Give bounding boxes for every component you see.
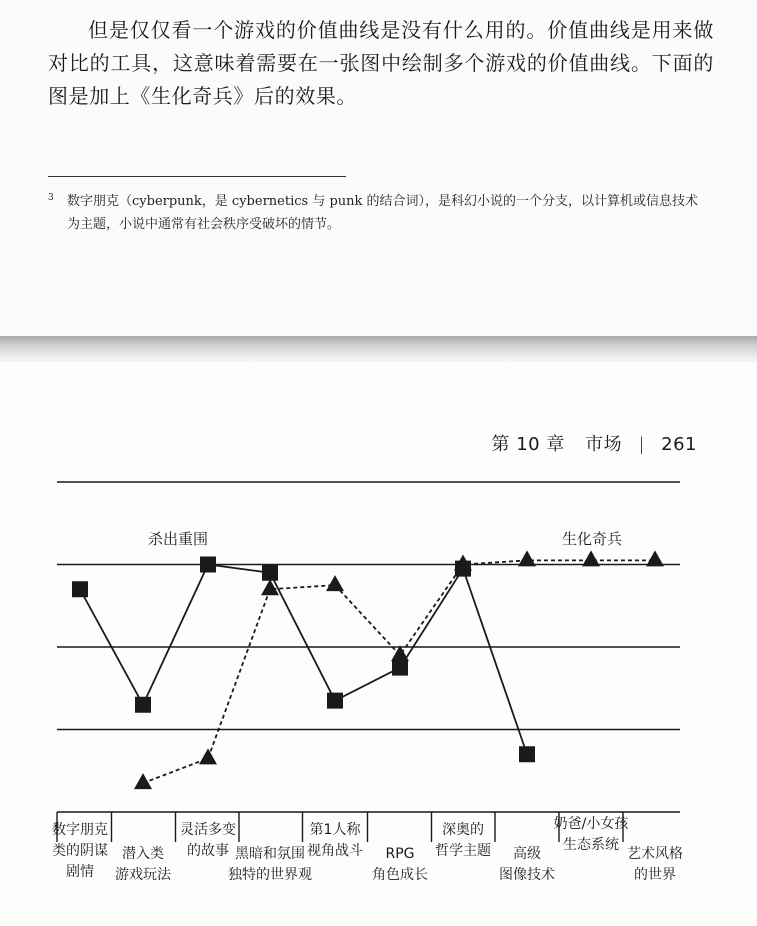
x-tick-label [627,845,683,883]
body-paragraph: 但是仅仅看一个游戏的价值曲线是没有什么用的。价值曲线是用来做对比的工具，这意味着需要在一张图中绘制多个游戏的价值曲线。下面的图是加上《生化奇兵》后的效果。 [48,18,714,108]
page-number: 261 [661,434,697,455]
triangle-marker [199,748,217,764]
x-tick-label [554,816,630,853]
square-marker [200,557,216,573]
x-tick-label-line: 数字朋克 [52,822,108,838]
x-tick-label [180,821,236,859]
square-marker [262,565,278,581]
x-tick-label [307,822,363,859]
x-tick-label-line: 灵活多变 [180,822,236,838]
x-tick-label-line: 游戏玩法 [115,867,171,883]
grid-lines [57,482,680,730]
square-marker [327,693,343,709]
series-label-bioshock: 生化奇兵 [561,530,623,548]
square-marker [135,697,151,713]
x-tick-label [372,846,428,883]
square-marker [519,746,535,762]
series-label-deus-ex: 杀出重围 [147,530,209,548]
series-layer [72,550,664,789]
x-tick-label-line: 第1人称 [309,822,361,838]
x-tick-label-line: 生态系统 [563,837,619,853]
x-tick-label-line: 潜入类 [122,846,164,862]
chapter-label: 第 10 章 [491,434,565,455]
x-tick-label-line: 高级 [513,846,541,862]
x-tick-label-line: 视角战斗 [307,843,363,859]
x-tick-label-line: 艺术风格 [627,846,683,862]
footnote-text: 数字朋克（cyberpunk，是 cybernetics 与 punk 的结合词），是科幻小说的一个分支，以计算机或信息技术为主题，小说中通常有社会秩序受破坏的情节。 [67,194,699,232]
x-tick-label-line: RPG [385,846,415,862]
x-tick-label-line: 独特的世界观 [228,867,312,883]
x-tick-label [52,821,108,880]
series-labels [148,530,622,548]
running-head-separator: | [638,434,645,455]
section-label: 市场 [585,434,623,455]
x-tick-label-line: 奶爸/小女孩 [553,816,629,832]
x-tick-label-line: 的世界 [634,867,676,883]
x-tick-label-line: 图像技术 [499,867,555,883]
x-tick-label [499,845,555,883]
x-tick-label-line: 剧情 [66,864,94,880]
triangle-marker [326,575,344,591]
footnote-number: 3 [48,193,54,203]
triangle-marker [134,773,152,789]
x-tick-label-line: 哲学主题 [435,843,491,859]
x-tick-label [228,846,312,883]
x-tick-label-line: 角色成长 [372,867,428,883]
x-tick-label-line: 的故事 [187,843,229,859]
x-tick-label [115,845,172,883]
series-line [80,565,527,755]
triangle-marker [582,550,600,566]
x-tick-label [435,821,491,859]
triangle-marker [646,550,664,566]
square-marker [392,660,408,676]
x-tick-label-line: 深奥的 [442,822,484,838]
triangle-marker [261,579,279,595]
square-marker [72,581,88,597]
triangle-marker [518,550,536,566]
x-tick-label-line: 类的阴谋 [52,843,108,859]
x-tick-label-line: 黑暗和氛围 [235,846,305,862]
